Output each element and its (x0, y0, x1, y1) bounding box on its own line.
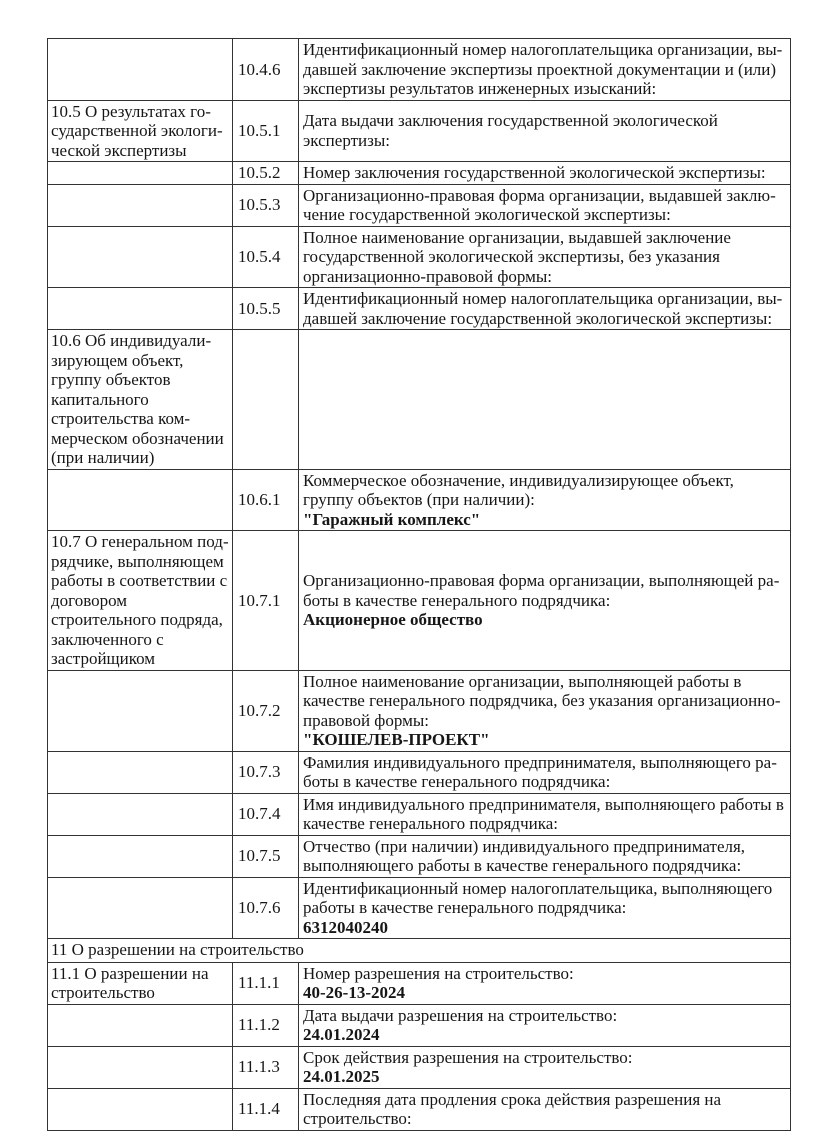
item-code-cell: 10.5.3 (233, 184, 299, 226)
item-description-cell (299, 226, 791, 288)
item-description-cell (299, 962, 791, 1004)
item-code-cell: 10.7.5 (233, 835, 299, 877)
item-label: Дата выдачи разрешения на строительство: (303, 1005, 618, 1025)
section-cell: 10.5 О результатах государственной экологической экспертизы (48, 100, 233, 162)
item-label: Срок действия разрешения на строительство: (303, 1047, 633, 1067)
table-row (48, 1088, 791, 1130)
section-cell (48, 670, 233, 751)
item-code-cell: 10.7.2 (233, 670, 299, 751)
table-row (48, 835, 791, 877)
section-cell (48, 469, 233, 531)
section-header-cell: 11 О разрешении на строительство (48, 939, 791, 963)
section-cell (48, 184, 233, 226)
item-description-cell (299, 670, 791, 751)
item-code-cell: 10.7.3 (233, 751, 299, 793)
declaration-table (47, 38, 791, 1131)
section-cell (48, 751, 233, 793)
item-description-cell (299, 100, 791, 162)
table-row (48, 330, 791, 470)
table-row (48, 1004, 791, 1046)
item-code-cell: 10.7.4 (233, 793, 299, 835)
section-cell (48, 1088, 233, 1130)
item-code-cell: 10.5.5 (233, 288, 299, 330)
table-row (48, 877, 791, 939)
item-description-cell (299, 330, 791, 470)
item-label: Идентификационный номер налогоплательщика, выполняющего работы в качестве генерального подрядчика: (303, 878, 773, 917)
item-description-cell (299, 531, 791, 671)
item-value: 24.01.2025 (303, 1067, 380, 1086)
item-code-cell (233, 330, 299, 470)
item-label: Имя индивидуального предпринимателя, выполняющего работы в качестве генерального подрядчика: (303, 794, 784, 833)
item-value: 6312040240 (303, 917, 388, 937)
item-description-cell (299, 1046, 791, 1088)
section-cell (48, 162, 233, 185)
item-description-cell (299, 877, 791, 939)
item-label: Дата выдачи заключения государственной экологической экспертизы: (303, 111, 718, 150)
table-row (48, 288, 791, 330)
item-description-cell (299, 751, 791, 793)
item-description-cell (299, 469, 791, 531)
table-row (48, 793, 791, 835)
section-cell: 11.1 О разрешении на строительство (48, 962, 233, 1004)
section-cell (48, 1004, 233, 1046)
item-description-cell (299, 184, 791, 226)
item-label: Идентификационный номер налогоплательщика организации, выдавшей заключение государственной экологической экспертизы: (303, 289, 783, 328)
declaration-table-body (48, 39, 791, 1131)
item-label: Идентификационный номер налогоплательщика организации, выдавшей заключение экспертизы проектной документации и (или) экспертизы результатов инженерных изысканий: (303, 40, 783, 98)
section-cell (48, 835, 233, 877)
item-label: Фамилия индивидуального предпринимателя, выполняющего работы в качестве генерального подрядчика: (303, 752, 777, 791)
table-row (48, 939, 791, 963)
item-label: Отчество (при наличии) индивидуального предпринимателя, выполняющего работы в качестве генерального подрядчика: (303, 836, 746, 875)
item-code-cell: 11.1.2 (233, 1004, 299, 1046)
table-row (48, 1046, 791, 1088)
item-description-cell (299, 288, 791, 330)
item-label: Коммерческое обозначение, индивидуализирующее объект, группу объектов (при наличии): (303, 470, 734, 509)
item-description-cell (299, 162, 791, 185)
item-code-cell: 11.1.4 (233, 1088, 299, 1130)
item-label: Организационно-правовая форма организации, выдавшей заключение государственной экологической экспертизы: (303, 185, 776, 224)
item-description-cell (299, 39, 791, 101)
item-description-cell (299, 835, 791, 877)
item-code-cell: 10.5.1 (233, 100, 299, 162)
section-cell (48, 793, 233, 835)
item-code-cell: 10.4.6 (233, 39, 299, 101)
item-description-cell (299, 793, 791, 835)
table-row (48, 751, 791, 793)
table-row (48, 469, 791, 531)
section-cell (48, 877, 233, 939)
item-value: 24.01.2024 (303, 1025, 380, 1044)
item-label: Полное наименование организации, выполняющей работы в качестве генерального подрядчика, без указания организационно-правовой формы: (303, 671, 781, 730)
table-row (48, 100, 791, 162)
table-row (48, 670, 791, 751)
item-label: Полное наименование организации, выдавшей заключение государственной экологической экспертизы, без указания организационно-правовой формы: (303, 227, 731, 286)
section-cell (48, 39, 233, 101)
item-code-cell: 10.5.2 (233, 162, 299, 185)
item-description-cell (299, 1004, 791, 1046)
item-code-cell: 11.1.1 (233, 962, 299, 1004)
section-cell (48, 226, 233, 288)
table-row (48, 962, 791, 1004)
section-cell (48, 288, 233, 330)
table-row (48, 39, 791, 101)
item-value: Акционерное общество (303, 610, 483, 629)
item-code-cell: 10.5.4 (233, 226, 299, 288)
item-value: "Гаражный комплекс" (303, 509, 481, 529)
item-label: Организационно-правовая форма организации, выполняющей работы в качестве генерального подрядчика: (303, 571, 780, 610)
item-label: Последняя дата продления срока действия разрешения на строительство: (303, 1089, 722, 1128)
table-row (48, 226, 791, 288)
section-cell: 10.6 Об индивидуализирующем объект, группу объектов капитального строительства коммерческом обозначении (при наличии) (48, 330, 233, 470)
item-code-cell: 10.7.1 (233, 531, 299, 671)
table-row (48, 531, 791, 671)
item-code-cell: 10.6.1 (233, 469, 299, 531)
item-code-cell: 10.7.6 (233, 877, 299, 939)
item-value: "КОШЕЛЕВ-ПРОЕКТ" (303, 730, 490, 749)
item-value: 40-26-13-2024 (303, 983, 405, 1002)
item-label: Номер заключения государственной экологической экспертизы: (303, 163, 766, 182)
item-code-cell: 11.1.3 (233, 1046, 299, 1088)
section-cell: 10.7 О генеральном подрядчике, выполняющем работы в соответствии с договором строительного подряда, заключенного с застройщиком (48, 531, 233, 671)
table-row (48, 184, 791, 226)
table-row (48, 162, 791, 185)
item-description-cell (299, 1088, 791, 1130)
item-label: Номер разрешения на строительство: (303, 963, 574, 983)
section-cell (48, 1046, 233, 1088)
